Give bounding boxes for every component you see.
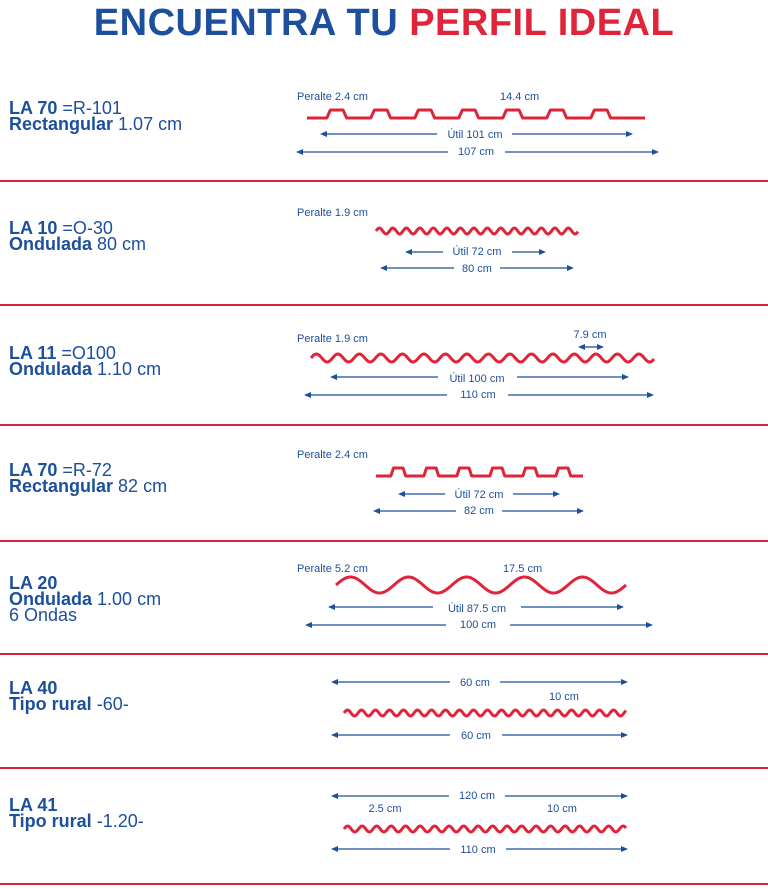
arrowhead-left bbox=[331, 793, 338, 799]
util-label: Útil 101 cm bbox=[447, 129, 503, 141]
profile-type: Ondulada bbox=[9, 359, 93, 379]
profile-ref: =O100 bbox=[61, 343, 116, 363]
spacing-label: 14.4 cm bbox=[500, 91, 540, 103]
top-label: 60 cm bbox=[460, 677, 490, 689]
total-label: 100 cm bbox=[459, 619, 497, 631]
title-part-1: ENCUENTRA TU bbox=[93, 2, 399, 44]
peralte-label: Peralte 5.2 cm bbox=[297, 563, 368, 575]
profile-size: 82 cm bbox=[118, 476, 168, 496]
profile-extra: 6 Ondas bbox=[9, 605, 78, 625]
top-label: 120 cm bbox=[458, 790, 496, 802]
spacing-label: 7.9 cm bbox=[573, 329, 607, 341]
peralte-label: Peralte 1.9 cm bbox=[297, 207, 368, 219]
profile-ref: =R-101 bbox=[62, 98, 122, 118]
arrowhead-right bbox=[621, 793, 628, 799]
profile-type: Rectangular bbox=[9, 114, 114, 134]
profile-code: LA 10 bbox=[9, 218, 58, 238]
total-label: 110 cm bbox=[460, 389, 496, 401]
profile-code: LA 11 bbox=[9, 343, 57, 363]
divider bbox=[0, 883, 768, 885]
profile-ref: =R-72 bbox=[62, 460, 112, 480]
profile-type: Tipo rural bbox=[9, 694, 92, 714]
total-label: 60 cm bbox=[461, 730, 491, 742]
profile-size: 1.07 cm bbox=[118, 114, 183, 134]
spacing-label: 10 cm bbox=[547, 803, 577, 815]
util-label: Útil 100 cm bbox=[449, 373, 505, 385]
total-label: 82 cm bbox=[464, 505, 494, 517]
arrowhead-left bbox=[331, 846, 338, 852]
profile-type: Ondulada bbox=[9, 234, 93, 254]
profile-code: LA 20 bbox=[9, 573, 58, 593]
profile-type: Rectangular bbox=[9, 476, 114, 496]
profile-code: LA 40 bbox=[9, 678, 58, 698]
profile-size: -60- bbox=[96, 694, 129, 714]
spacing-label: 17.5 cm bbox=[503, 563, 543, 575]
total-label: 110 cm bbox=[460, 844, 496, 856]
peralte-label: Peralte 2.4 cm bbox=[297, 449, 368, 461]
profile-type: Ondulada bbox=[9, 589, 93, 609]
sheet-profile bbox=[344, 826, 626, 832]
profile-code: LA 70 bbox=[9, 460, 58, 480]
profile-size: 1.10 cm bbox=[97, 359, 162, 379]
profile-size: 80 cm bbox=[97, 234, 147, 254]
title-part-2: PERFIL IDEAL bbox=[409, 2, 675, 44]
util-label: Útil 72 cm bbox=[454, 489, 504, 501]
util-label: Útil 72 cm bbox=[452, 246, 502, 258]
profile-ref: =O-30 bbox=[62, 218, 113, 238]
arrowhead-right bbox=[621, 846, 628, 852]
peralte-label: Peralte 2.4 cm bbox=[297, 91, 368, 103]
total-label: 80 cm bbox=[462, 263, 492, 275]
profile-type: Tipo rural bbox=[9, 811, 92, 831]
profile-size: -1.20- bbox=[96, 811, 144, 831]
spacing-label: 10 cm bbox=[549, 691, 579, 703]
profile-code: LA 70 bbox=[9, 98, 58, 118]
left-spacing-label: 2.5 cm bbox=[368, 803, 402, 815]
peralte-label: Peralte 1.9 cm bbox=[297, 333, 368, 345]
profile-code: LA 41 bbox=[9, 795, 58, 815]
total-label: 107 cm bbox=[457, 146, 495, 158]
util-label: Útil 87.5 cm bbox=[447, 603, 507, 615]
profile-size: 1.00 cm bbox=[97, 589, 162, 609]
